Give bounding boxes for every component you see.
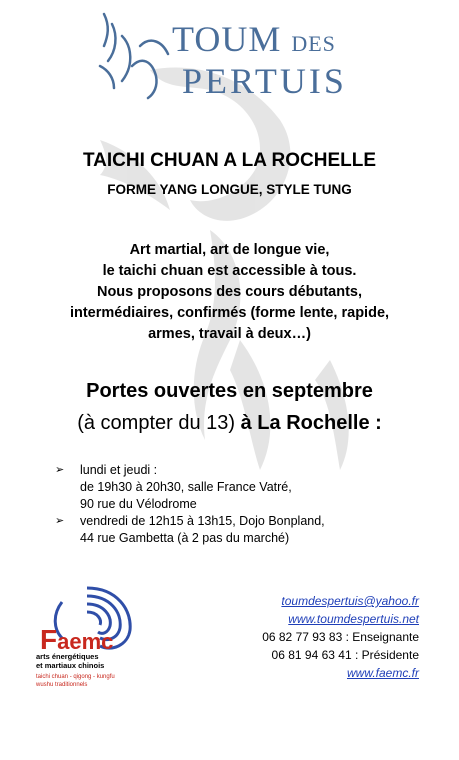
faemc-discipline-line: taichi chuan - qigong - kungfu	[36, 674, 115, 680]
arrow-bullet-icon: ➢	[55, 515, 65, 527]
logo-word-pertuis: PERTUIS	[182, 61, 347, 101]
location-note: à La Rochelle :	[240, 412, 382, 434]
schedule-line: de 19h30 à 20h30, salle France Vatré,	[80, 480, 292, 494]
schedule-line: 90 rue du Vélodrome	[80, 497, 197, 511]
faemc-website-link[interactable]: www.faemc.fr	[346, 666, 419, 680]
faemc-initial: F	[40, 624, 58, 655]
contact-block	[262, 592, 419, 682]
schedule-list	[55, 462, 325, 547]
brand-logo	[172, 20, 347, 99]
intro-paragraph	[0, 240, 459, 345]
intro-line: Art martial, art de longue vie,	[129, 242, 330, 258]
faemc-disciplines	[36, 673, 115, 689]
logo-word-des: DES	[291, 31, 336, 56]
faemc-tagline-line: et martiaux chinois	[36, 661, 105, 670]
schedule-item	[55, 513, 325, 547]
schedule-line: 44 rue Gambetta (à 2 pas du marché)	[80, 531, 290, 545]
faemc-discipline-line: wushu traditionnels	[36, 682, 88, 688]
faemc-tagline-line: arts énergétiques	[36, 652, 99, 661]
page-subtitle: FORME YANG LONGUE, STYLE TUNG	[107, 182, 352, 197]
faemc-tagline	[36, 652, 104, 670]
schedule-item	[55, 462, 325, 513]
schedule-line: lundi et jeudi :	[80, 463, 158, 477]
logo-word-toum: TOUM	[172, 19, 282, 59]
teacher-phone: 06 82 77 93 83 : Enseignante	[262, 630, 419, 644]
president-phone: 06 81 94 63 41 : Présidente	[271, 648, 419, 662]
faemc-name: aemc	[57, 629, 114, 654]
intro-line: Nous proposons des cours débutants,	[96, 284, 363, 300]
intro-line: armes, travail à deux…)	[148, 326, 311, 342]
intro-line: intermédiaires, confirmés (forme lente, rapide,	[69, 305, 390, 321]
arrow-bullet-icon: ➢	[55, 464, 65, 476]
page-title: TAICHI CHUAN A LA ROCHELLE	[82, 150, 377, 171]
schedule-line: vendredi de 12h15 à 13h15, Dojo Bonpland,	[80, 514, 325, 528]
open-house-heading: Portes ouvertes en septembre	[86, 380, 373, 402]
open-house-subheading	[0, 412, 459, 435]
date-note: (à compter du 13)	[77, 412, 241, 434]
intro-line: le taichi chuan est accessible à tous.	[102, 263, 357, 279]
email-link[interactable]: toumdespertuis@yahoo.fr	[281, 594, 419, 608]
website-link[interactable]: www.toumdespertuis.net	[288, 612, 419, 626]
